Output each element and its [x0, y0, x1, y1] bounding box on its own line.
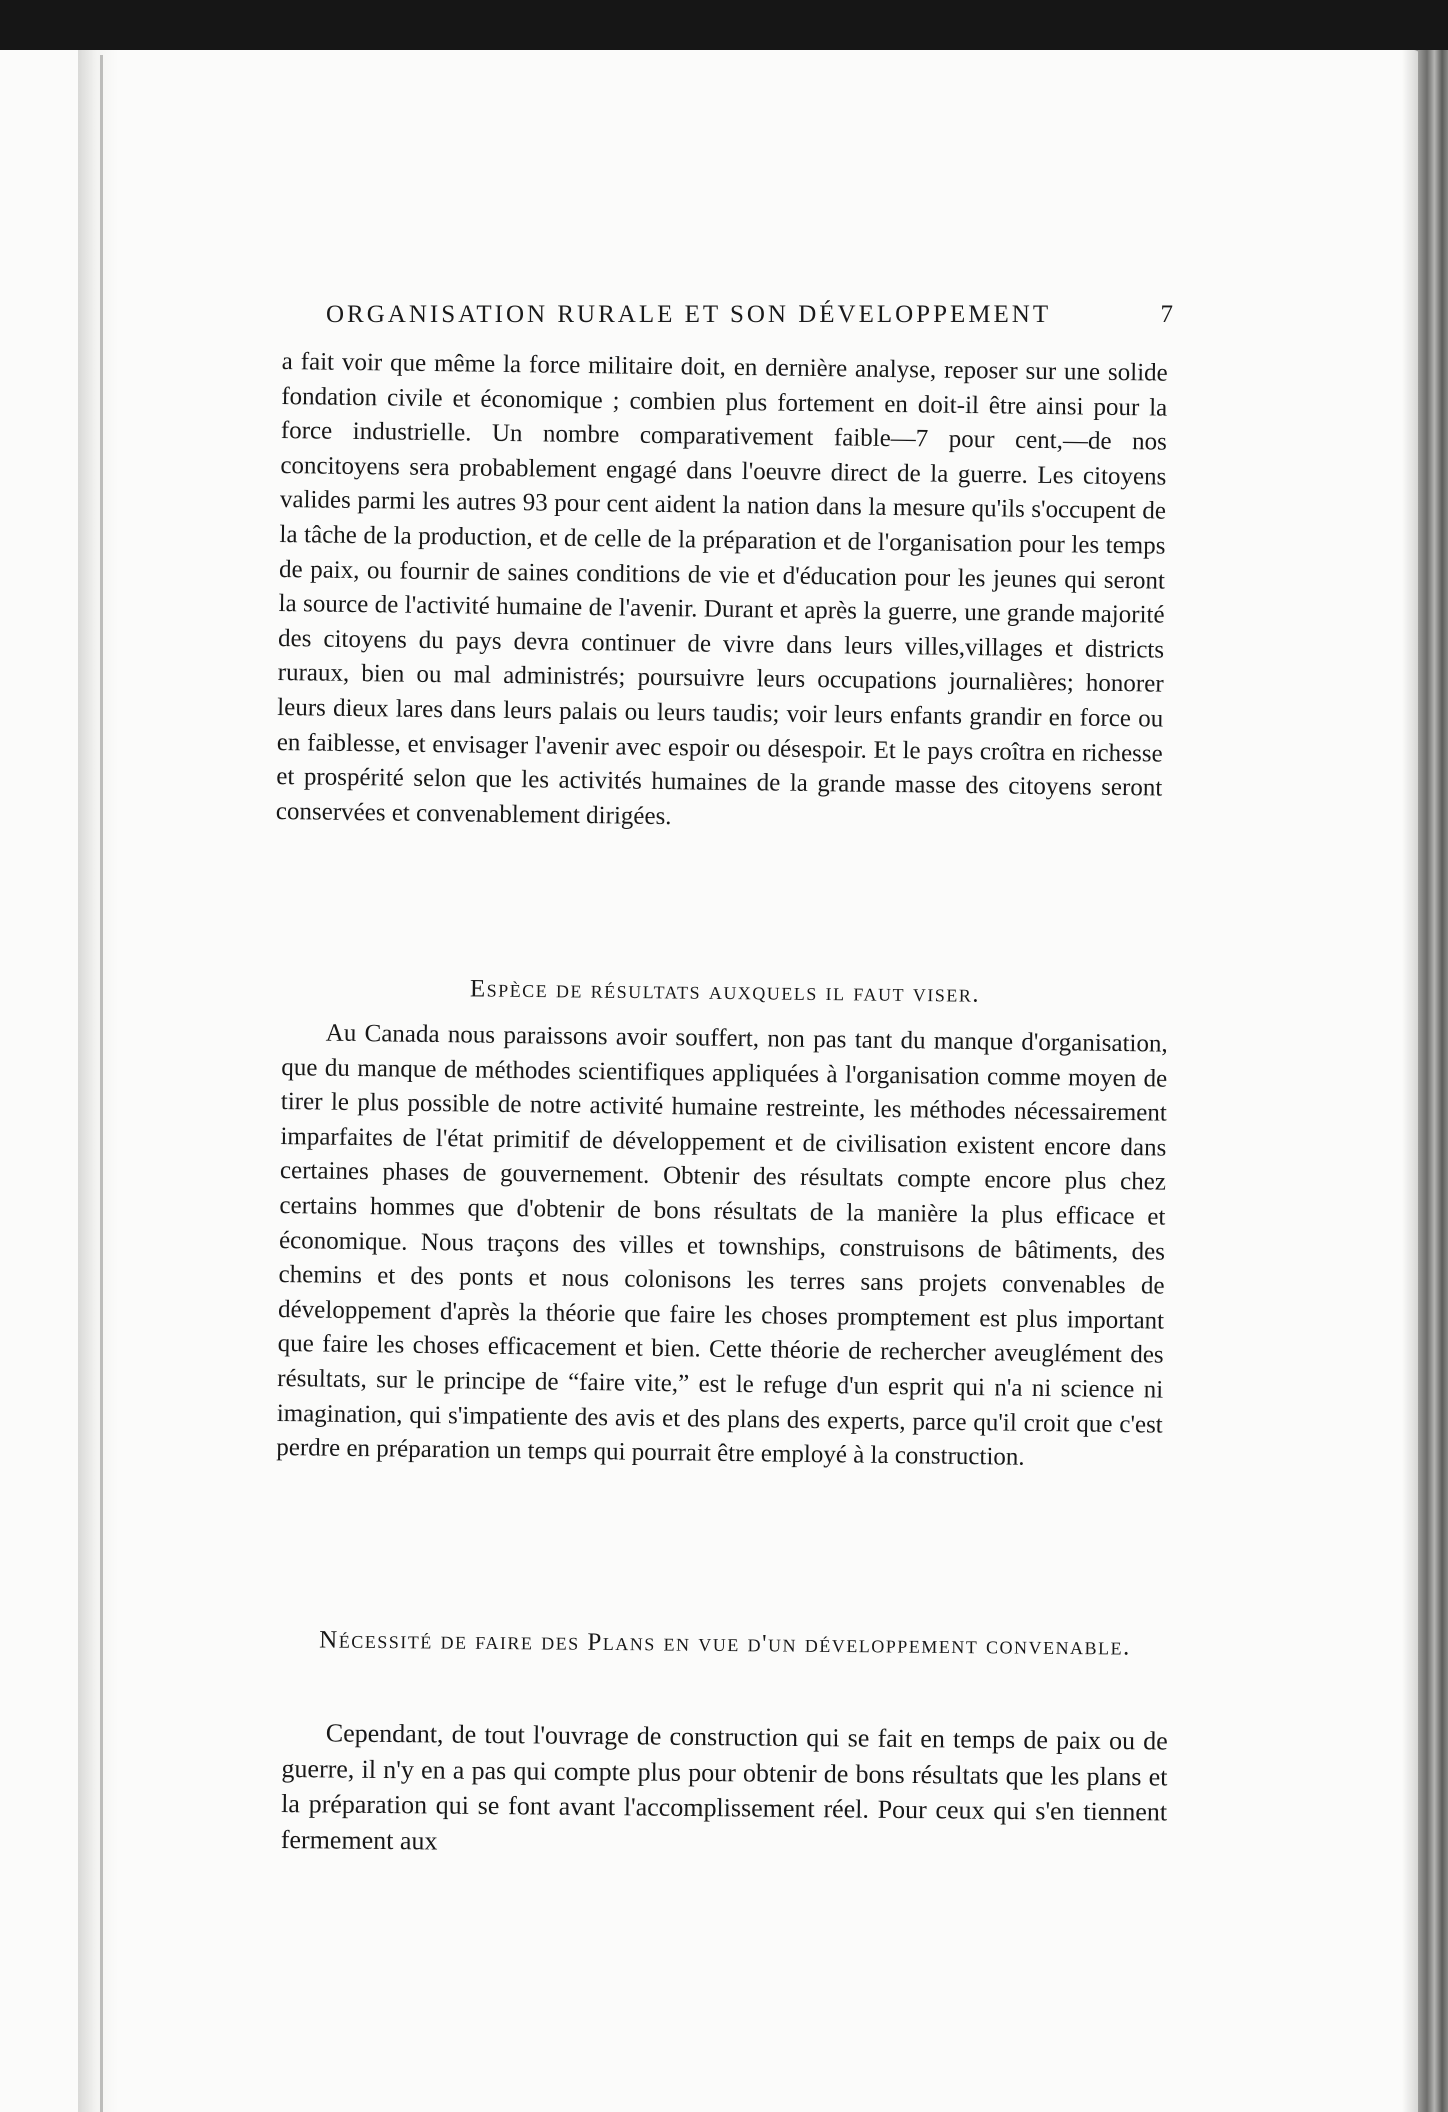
- paragraph-1: a fait voir que même la force militaire doit, en dernière analyse, reposer sur une solide fondation civile et économique ; combien plus fortement en doit-il être ainsi pour la force industrielle. Un nombre comparativement faible—7 pour cent,—de nos concitoyens sera probablement engagé dans l'oeuvre direct de la guerre. Les citoyens valides parmi les autres 93 pour cent aident la nation dans la mesure qu'ils s'occupent de la tâche de la production, et de celle de la préparation et de l'organisation pour les temps de paix, ou fournir de saines conditions de vie et d'éducation pour les jeunes qui seront la source de l'activité humaine de l'avenir. Durant et après la guerre, une grande majorité des citoyens du pays devra continuer de vivre dans leurs villes,villages et districts ruraux, bien ou mal administrés; poursuivre leurs occupations journalières; honorer leurs dieux lares dans leurs palais ou leurs taudis; voir leurs enfants grandir en force ou en faiblesse, et envisager l'avenir avec espoir ou désespoir. Et le pays croîtra en richesse et prospérité selon que les activités humaines de la grande masse des citoyens seront conservées et convenablement dirigées.: [275, 347, 1168, 830]
- paragraph-2: Au Canada nous paraissons avoir souffert, non pas tant du manque d'organisation, que du manque de méthodes scientifiques appliquées à l'organisation comme moyen de tirer le plus possible de notre activité humaine restreinte, les méthodes nécessairement imparfaites de l'état primitif de développement et de civilisation existent encore dans certaines phases de gouvernement. Obtenir des résultats compte encore plus chez certains hommes que d'obtenir de bons résultats de la manière la plus efficace et économique. Nous traçons des villes et townships, construisons de bâtiments, des chemins et des ponts et nous colonisons les terres sans projets convenables de développement d'après la théorie que faire les choses promptement est plus important que faire les choses efficacement et bien. Cette théorie de rechercher aveuglément des résultats, sur le principe de “faire vite,” est le refuge d'un esprit qui n'a ni science ni imagination, qui s'impatiente des avis et des plans des experts, parce qu'il croit que c'est perdre en préparation un temps qui pourrait être employé à la construction.: [276, 1019, 1168, 1471]
- paragraph-3: Cependant, de tout l'ouvrage de construction qui se fait en temps de paix ou de guerre, il n'y en a pas qui compte plus pour obtenir de bons résultats que les plans et la préparation qui se font avant l'accomplissement réel. Pour ceux qui s'en tiennent fermement aux: [280, 1718, 1168, 1855]
- running-header: [326, 290, 1176, 340]
- page-number: 7: [1160, 301, 1176, 328]
- page-gutter-shadow: [78, 50, 118, 2112]
- page-stack-edge: [1418, 50, 1448, 2112]
- running-title: ORGANISATION RURALE ET SON DÉVELOPPEMENT: [326, 301, 1052, 328]
- section-heading-1: Espèce de résultats auxquels il faut viser.: [469, 975, 981, 1008]
- section-heading-2: Nécessité de faire des Plans en vue d'un développement convenable.: [319, 1626, 1131, 1661]
- page-gutter-line: [100, 55, 103, 2112]
